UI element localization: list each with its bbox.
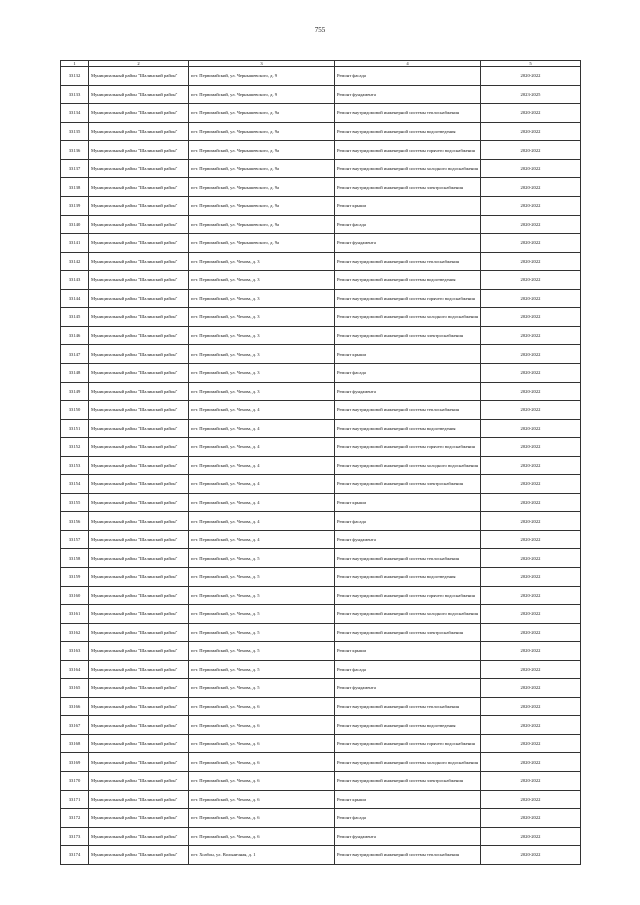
header-col-2: 2 xyxy=(89,61,189,67)
work-type-cell: Ремонт внутридомовой инженерной системы холодного водоснабжения xyxy=(335,308,481,327)
address-cell: пгт. Первомайский, ул. Чехова, д. 4 xyxy=(189,530,335,549)
period-cell: 2020-2022 xyxy=(481,734,581,753)
work-type-cell: Ремонт крыши xyxy=(335,790,481,809)
row-number: 33168 xyxy=(61,734,89,753)
period-cell: 2020-2022 xyxy=(481,289,581,308)
municipality-cell: Муниципальный район "Шалинский район" xyxy=(89,104,189,123)
work-type-cell: Ремонт фасада xyxy=(335,512,481,531)
work-type-cell: Ремонт фундамента xyxy=(335,530,481,549)
municipality-cell: Муниципальный район "Шалинский район" xyxy=(89,753,189,772)
address-cell: пгт. Первомайский, ул. Чернышевского, д. 9а xyxy=(189,104,335,123)
table-row xyxy=(61,122,581,141)
table-row xyxy=(61,159,581,178)
row-number: 33173 xyxy=(61,827,89,846)
address-cell: пгт. Первомайский, ул. Чехова, д. 4 xyxy=(189,419,335,438)
address-cell: пгт. Первомайский, ул. Чехова, д. 3 xyxy=(189,289,335,308)
municipality-cell: Муниципальный район "Шалинский район" xyxy=(89,271,189,290)
period-cell: 2020-2022 xyxy=(481,419,581,438)
address-cell: пгт. Первомайский, ул. Чехова, д. 6 xyxy=(189,790,335,809)
municipality-cell: Муниципальный район "Шалинский район" xyxy=(89,159,189,178)
table-row xyxy=(61,567,581,586)
table-row xyxy=(61,605,581,624)
work-type-cell: Ремонт внутридомовой инженерной системы электроснабжения xyxy=(335,475,481,494)
table-row xyxy=(61,679,581,698)
period-cell: 2020-2022 xyxy=(481,567,581,586)
page-number: 755 xyxy=(314,26,326,34)
address-cell: пгт. Первомайский, ул. Чехова, д. 5 xyxy=(189,623,335,642)
municipality-cell: Муниципальный район "Шалинский район" xyxy=(89,846,189,865)
address-cell: пгт. Первомайский, ул. Чернышевского, д. 9а xyxy=(189,234,335,253)
row-number: 33169 xyxy=(61,753,89,772)
period-cell: 2020-2022 xyxy=(481,512,581,531)
table-row xyxy=(61,846,581,865)
address-cell: пгт. Первомайский, ул. Чехова, д. 3 xyxy=(189,326,335,345)
address-cell: пгт. Первомайский, ул. Чернышевского, д. 9а xyxy=(189,215,335,234)
period-cell: 2020-2022 xyxy=(481,790,581,809)
address-cell: пгт. Первомайский, ул. Чехова, д. 5 xyxy=(189,605,335,624)
row-number: 33147 xyxy=(61,345,89,364)
period-cell: 2020-2022 xyxy=(481,345,581,364)
table-row xyxy=(61,475,581,494)
address-cell: пгт. Первомайский, ул. Чехова, д. 5 xyxy=(189,567,335,586)
work-type-cell: Ремонт фундамента xyxy=(335,234,481,253)
row-number: 33166 xyxy=(61,697,89,716)
table-row xyxy=(61,345,581,364)
row-number: 33162 xyxy=(61,623,89,642)
period-cell: 2020-2022 xyxy=(481,660,581,679)
work-type-cell: Ремонт внутридомовой инженерной системы электроснабжения xyxy=(335,178,481,197)
row-number: 33149 xyxy=(61,382,89,401)
address-cell: пгт. Первомайский, ул. Чехова, д. 4 xyxy=(189,456,335,475)
table-row xyxy=(61,530,581,549)
municipality-cell: Муниципальный район "Шалинский район" xyxy=(89,697,189,716)
municipality-cell: Муниципальный район "Шалинский район" xyxy=(89,345,189,364)
address-cell: пгт. Первомайский, ул. Чернышевского, д. 9а xyxy=(189,197,335,216)
work-type-cell: Ремонт внутридомовой инженерной системы холодного водоснабжения xyxy=(335,159,481,178)
work-type-cell: Ремонт внутридомовой инженерной системы электроснабжения xyxy=(335,771,481,790)
table-row xyxy=(61,308,581,327)
table-row xyxy=(61,85,581,104)
work-type-cell: Ремонт внутридомовой инженерной системы водоотведения xyxy=(335,271,481,290)
table-row xyxy=(61,382,581,401)
period-cell: 2020-2022 xyxy=(481,197,581,216)
work-type-cell: Ремонт фундамента xyxy=(335,679,481,698)
work-type-cell: Ремонт фасада xyxy=(335,67,481,86)
table-body xyxy=(61,67,581,865)
period-cell: 2020-2022 xyxy=(481,642,581,661)
table-row xyxy=(61,197,581,216)
address-cell: пгт. Первомайский, ул. Чехова, д. 5 xyxy=(189,679,335,698)
address-cell: пгт. Первомайский, ул. Чехова, д. 6 xyxy=(189,809,335,828)
municipality-cell: Муниципальный район "Шалинский район" xyxy=(89,771,189,790)
municipality-cell: Муниципальный район "Шалинский район" xyxy=(89,122,189,141)
row-number: 33141 xyxy=(61,234,89,253)
municipality-cell: Муниципальный район "Шалинский район" xyxy=(89,827,189,846)
work-type-cell: Ремонт крыши xyxy=(335,642,481,661)
municipality-cell: Муниципальный район "Шалинский район" xyxy=(89,197,189,216)
municipality-cell: Муниципальный район "Шалинский район" xyxy=(89,790,189,809)
table-row xyxy=(61,586,581,605)
period-cell: 2020-2022 xyxy=(481,271,581,290)
table-row xyxy=(61,178,581,197)
municipality-cell: Муниципальный район "Шалинский район" xyxy=(89,660,189,679)
work-type-cell: Ремонт внутридомовой инженерной системы холодного водоснабжения xyxy=(335,605,481,624)
work-type-cell: Ремонт внутридомовой инженерной системы холодного водоснабжения xyxy=(335,753,481,772)
municipality-cell: Муниципальный район "Шалинский район" xyxy=(89,326,189,345)
row-number: 33159 xyxy=(61,567,89,586)
table-row xyxy=(61,104,581,123)
work-type-cell: Ремонт внутридомовой инженерной системы теплоснабжения xyxy=(335,846,481,865)
row-number: 33156 xyxy=(61,512,89,531)
address-cell: пгт. Первомайский, ул. Чехова, д. 5 xyxy=(189,642,335,661)
work-type-cell: Ремонт внутридомовой инженерной системы горячего водоснабжения xyxy=(335,586,481,605)
work-type-cell: Ремонт внутридомовой инженерной системы холодного водоснабжения xyxy=(335,456,481,475)
municipality-cell: Муниципальный район "Шалинский район" xyxy=(89,642,189,661)
row-number: 33135 xyxy=(61,122,89,141)
period-cell: 2020-2022 xyxy=(481,382,581,401)
row-number: 33142 xyxy=(61,252,89,271)
work-type-cell: Ремонт внутридомовой инженерной системы водоотведения xyxy=(335,122,481,141)
row-number: 33138 xyxy=(61,178,89,197)
row-number: 33174 xyxy=(61,846,89,865)
row-number: 33161 xyxy=(61,605,89,624)
work-type-cell: Ремонт внутридомовой инженерной системы горячего водоснабжения xyxy=(335,141,481,160)
municipality-cell: Муниципальный район "Шалинский район" xyxy=(89,475,189,494)
municipality-cell: Муниципальный район "Шалинский район" xyxy=(89,289,189,308)
address-cell: пгт. Первомайский, ул. Чехова, д. 3 xyxy=(189,345,335,364)
address-cell: пгт. Первомайский, ул. Чернышевского, д. 9а xyxy=(189,159,335,178)
row-number: 33137 xyxy=(61,159,89,178)
period-cell: 2020-2022 xyxy=(481,438,581,457)
municipality-cell: Муниципальный район "Шалинский район" xyxy=(89,456,189,475)
work-type-cell: Ремонт внутридомовой инженерной системы теплоснабжения xyxy=(335,401,481,420)
row-number: 33171 xyxy=(61,790,89,809)
period-cell: 2020-2022 xyxy=(481,530,581,549)
row-number: 33154 xyxy=(61,475,89,494)
row-number: 33134 xyxy=(61,104,89,123)
period-cell: 2020-2022 xyxy=(481,67,581,86)
municipality-cell: Муниципальный район "Шалинский район" xyxy=(89,530,189,549)
municipality-cell: Муниципальный район "Шалинский район" xyxy=(89,234,189,253)
header-col-4: 4 xyxy=(335,61,481,67)
table-row xyxy=(61,753,581,772)
work-type-cell: Ремонт внутридомовой инженерной системы теплоснабжения xyxy=(335,697,481,716)
period-cell: 2020-2022 xyxy=(481,215,581,234)
period-cell: 2023-2025 xyxy=(481,85,581,104)
row-number: 33157 xyxy=(61,530,89,549)
address-cell: пгт. Первомайский, ул. Чехова, д. 4 xyxy=(189,512,335,531)
address-cell: пгт. Первомайский, ул. Чехова, д. 3 xyxy=(189,252,335,271)
address-cell: пгт. Первомайский, ул. Чехова, д. 4 xyxy=(189,401,335,420)
table-row xyxy=(61,716,581,735)
work-type-cell: Ремонт внутридомовой инженерной системы теплоснабжения xyxy=(335,549,481,568)
work-type-cell: Ремонт фундамента xyxy=(335,85,481,104)
period-cell: 2020-2022 xyxy=(481,771,581,790)
period-cell: 2020-2022 xyxy=(481,605,581,624)
row-number: 33140 xyxy=(61,215,89,234)
row-number: 33163 xyxy=(61,642,89,661)
header-col-1: 1 xyxy=(61,61,89,67)
period-cell: 2020-2022 xyxy=(481,716,581,735)
municipality-cell: Муниципальный район "Шалинский район" xyxy=(89,716,189,735)
table-row xyxy=(61,326,581,345)
work-type-cell: Ремонт внутридомовой инженерной системы электроснабжения xyxy=(335,326,481,345)
repair-register-table xyxy=(60,60,581,865)
table-row xyxy=(61,271,581,290)
work-type-cell: Ремонт фасада xyxy=(335,809,481,828)
period-cell: 2020-2022 xyxy=(481,252,581,271)
address-cell: пгт. Первомайский, ул. Чернышевского, д. 9а xyxy=(189,122,335,141)
municipality-cell: Муниципальный район "Шалинский район" xyxy=(89,605,189,624)
period-cell: 2020-2022 xyxy=(481,363,581,382)
row-number: 33167 xyxy=(61,716,89,735)
table-row xyxy=(61,697,581,716)
municipality-cell: Муниципальный район "Шалинский район" xyxy=(89,252,189,271)
period-cell: 2020-2022 xyxy=(481,753,581,772)
table-row xyxy=(61,493,581,512)
row-number: 33158 xyxy=(61,549,89,568)
table-row xyxy=(61,642,581,661)
period-cell: 2020-2022 xyxy=(481,697,581,716)
address-cell: пгт. Первомайский, ул. Чехова, д. 5 xyxy=(189,586,335,605)
address-cell: пгт. Первомайский, ул. Чехова, д. 4 xyxy=(189,475,335,494)
row-number: 33136 xyxy=(61,141,89,160)
municipality-cell: Муниципальный район "Шалинский район" xyxy=(89,215,189,234)
address-cell: пгт. Первомайский, ул. Чехова, д. 6 xyxy=(189,716,335,735)
row-number: 33144 xyxy=(61,289,89,308)
work-type-cell: Ремонт фасада xyxy=(335,363,481,382)
address-cell: пгт. Первомайский, ул. Чернышевского, д. 9а xyxy=(189,178,335,197)
work-type-cell: Ремонт внутридомовой инженерной системы горячего водоснабжения xyxy=(335,734,481,753)
table-row xyxy=(61,623,581,642)
row-number: 33165 xyxy=(61,679,89,698)
period-cell: 2020-2022 xyxy=(481,141,581,160)
municipality-cell: Муниципальный район "Шалинский район" xyxy=(89,567,189,586)
row-number: 33164 xyxy=(61,660,89,679)
address-cell: пгт. Первомайский, ул. Чернышевского, д. 9 xyxy=(189,85,335,104)
header-col-5: 5 xyxy=(481,61,581,67)
municipality-cell: Муниципальный район "Шалинский район" xyxy=(89,512,189,531)
address-cell: пгт. Первомайский, ул. Чехова, д. 3 xyxy=(189,271,335,290)
row-number: 33139 xyxy=(61,197,89,216)
table-row xyxy=(61,252,581,271)
table-row xyxy=(61,512,581,531)
table-row xyxy=(61,67,581,86)
row-number: 33170 xyxy=(61,771,89,790)
municipality-cell: Муниципальный район "Шалинский район" xyxy=(89,67,189,86)
municipality-cell: Муниципальный район "Шалинский район" xyxy=(89,549,189,568)
address-cell: пгт. Первомайский, ул. Чехова, д. 5 xyxy=(189,549,335,568)
row-number: 33155 xyxy=(61,493,89,512)
municipality-cell: Муниципальный район "Шалинский район" xyxy=(89,363,189,382)
municipality-cell: Муниципальный район "Шалинский район" xyxy=(89,141,189,160)
address-cell: пгт. Первомайский, ул. Чехова, д. 4 xyxy=(189,493,335,512)
work-type-cell: Ремонт фасада xyxy=(335,660,481,679)
address-cell: пгт. Первомайский, ул. Чернышевского, д. 9 xyxy=(189,67,335,86)
table-row xyxy=(61,215,581,234)
row-number: 33150 xyxy=(61,401,89,420)
row-number: 33151 xyxy=(61,419,89,438)
period-cell: 2020-2022 xyxy=(481,679,581,698)
work-type-cell: Ремонт крыши xyxy=(335,345,481,364)
work-type-cell: Ремонт внутридомовой инженерной системы теплоснабжения xyxy=(335,104,481,123)
municipality-cell: Муниципальный район "Шалинский район" xyxy=(89,419,189,438)
municipality-cell: Муниципальный район "Шалинский район" xyxy=(89,679,189,698)
period-cell: 2020-2022 xyxy=(481,104,581,123)
period-cell: 2020-2022 xyxy=(481,493,581,512)
row-number: 33143 xyxy=(61,271,89,290)
work-type-cell: Ремонт фасада xyxy=(335,215,481,234)
work-type-cell: Ремонт внутридомовой инженерной системы горячего водоснабжения xyxy=(335,289,481,308)
municipality-cell: Муниципальный район "Шалинский район" xyxy=(89,623,189,642)
address-cell: пгт. Хоабон, ул. Вольничная, д. 1 xyxy=(189,846,335,865)
row-number: 33153 xyxy=(61,456,89,475)
table-row xyxy=(61,456,581,475)
address-cell: пгт. Первомайский, ул. Чехова, д. 6 xyxy=(189,734,335,753)
municipality-cell: Муниципальный район "Шалинский район" xyxy=(89,85,189,104)
address-cell: пгт. Первомайский, ул. Чернышевского, д. 9а xyxy=(189,141,335,160)
row-number: 33145 xyxy=(61,308,89,327)
table-row xyxy=(61,419,581,438)
period-cell: 2020-2022 xyxy=(481,326,581,345)
row-number: 33152 xyxy=(61,438,89,457)
period-cell: 2020-2022 xyxy=(481,475,581,494)
period-cell: 2020-2022 xyxy=(481,586,581,605)
municipality-cell: Муниципальный район "Шалинский район" xyxy=(89,438,189,457)
header-col-3: 3 xyxy=(189,61,335,67)
period-cell: 2020-2022 xyxy=(481,401,581,420)
work-type-cell: Ремонт внутридомовой инженерной системы водоотведения xyxy=(335,567,481,586)
municipality-cell: Муниципальный район "Шалинский район" xyxy=(89,586,189,605)
municipality-cell: Муниципальный район "Шалинский район" xyxy=(89,493,189,512)
work-type-cell: Ремонт внутридомовой инженерной системы электроснабжения xyxy=(335,623,481,642)
period-cell: 2020-2022 xyxy=(481,159,581,178)
address-cell: пгт. Первомайский, ул. Чехова, д. 4 xyxy=(189,438,335,457)
row-number: 33172 xyxy=(61,809,89,828)
period-cell: 2020-2022 xyxy=(481,809,581,828)
address-cell: пгт. Первомайский, ул. Чехова, д. 6 xyxy=(189,771,335,790)
period-cell: 2020-2022 xyxy=(481,846,581,865)
table-row xyxy=(61,660,581,679)
work-type-cell: Ремонт внутридомовой инженерной системы водоотведения xyxy=(335,716,481,735)
row-number: 33146 xyxy=(61,326,89,345)
table-row xyxy=(61,771,581,790)
address-cell: пгт. Первомайский, ул. Чехова, д. 6 xyxy=(189,753,335,772)
table-row xyxy=(61,790,581,809)
municipality-cell: Муниципальный район "Шалинский район" xyxy=(89,178,189,197)
address-cell: пгт. Первомайский, ул. Чехова, д. 3 xyxy=(189,382,335,401)
row-number: 33148 xyxy=(61,363,89,382)
address-cell: пгт. Первомайский, ул. Чехова, д. 3 xyxy=(189,308,335,327)
period-cell: 2020-2022 xyxy=(481,122,581,141)
period-cell: 2020-2022 xyxy=(481,456,581,475)
work-type-cell: Ремонт фундамента xyxy=(335,827,481,846)
table-row xyxy=(61,401,581,420)
work-type-cell: Ремонт внутридомовой инженерной системы горячего водоснабжения xyxy=(335,438,481,457)
row-number: 33160 xyxy=(61,586,89,605)
municipality-cell: Муниципальный район "Шалинский район" xyxy=(89,401,189,420)
period-cell: 2020-2022 xyxy=(481,234,581,253)
municipality-cell: Муниципальный район "Шалинский район" xyxy=(89,809,189,828)
period-cell: 2020-2022 xyxy=(481,623,581,642)
work-type-cell: Ремонт фундамента xyxy=(335,382,481,401)
table-row xyxy=(61,363,581,382)
address-cell: пгт. Первомайский, ул. Чехова, д. 6 xyxy=(189,827,335,846)
table-row xyxy=(61,438,581,457)
municipality-cell: Муниципальный район "Шалинский район" xyxy=(89,382,189,401)
period-cell: 2020-2022 xyxy=(481,827,581,846)
row-number: 33133 xyxy=(61,85,89,104)
address-cell: пгт. Первомайский, ул. Чехова, д. 5 xyxy=(189,660,335,679)
work-type-cell: Ремонт крыши xyxy=(335,197,481,216)
table-row xyxy=(61,141,581,160)
address-cell: пгт. Первомайский, ул. Чехова, д. 6 xyxy=(189,697,335,716)
work-type-cell: Ремонт крыши xyxy=(335,493,481,512)
table-row xyxy=(61,289,581,308)
table-row xyxy=(61,809,581,828)
table-row xyxy=(61,827,581,846)
work-type-cell: Ремонт внутридомовой инженерной системы водоотведения xyxy=(335,419,481,438)
period-cell: 2020-2022 xyxy=(481,308,581,327)
municipality-cell: Муниципальный район "Шалинский район" xyxy=(89,734,189,753)
table-row xyxy=(61,549,581,568)
period-cell: 2020-2022 xyxy=(481,178,581,197)
table-row xyxy=(61,734,581,753)
work-type-cell: Ремонт внутридомовой инженерной системы теплоснабжения xyxy=(335,252,481,271)
period-cell: 2020-2022 xyxy=(481,549,581,568)
municipality-cell: Муниципальный район "Шалинский район" xyxy=(89,308,189,327)
address-cell: пгт. Первомайский, ул. Чехова, д. 3 xyxy=(189,363,335,382)
table-row xyxy=(61,234,581,253)
row-number: 33132 xyxy=(61,67,89,86)
